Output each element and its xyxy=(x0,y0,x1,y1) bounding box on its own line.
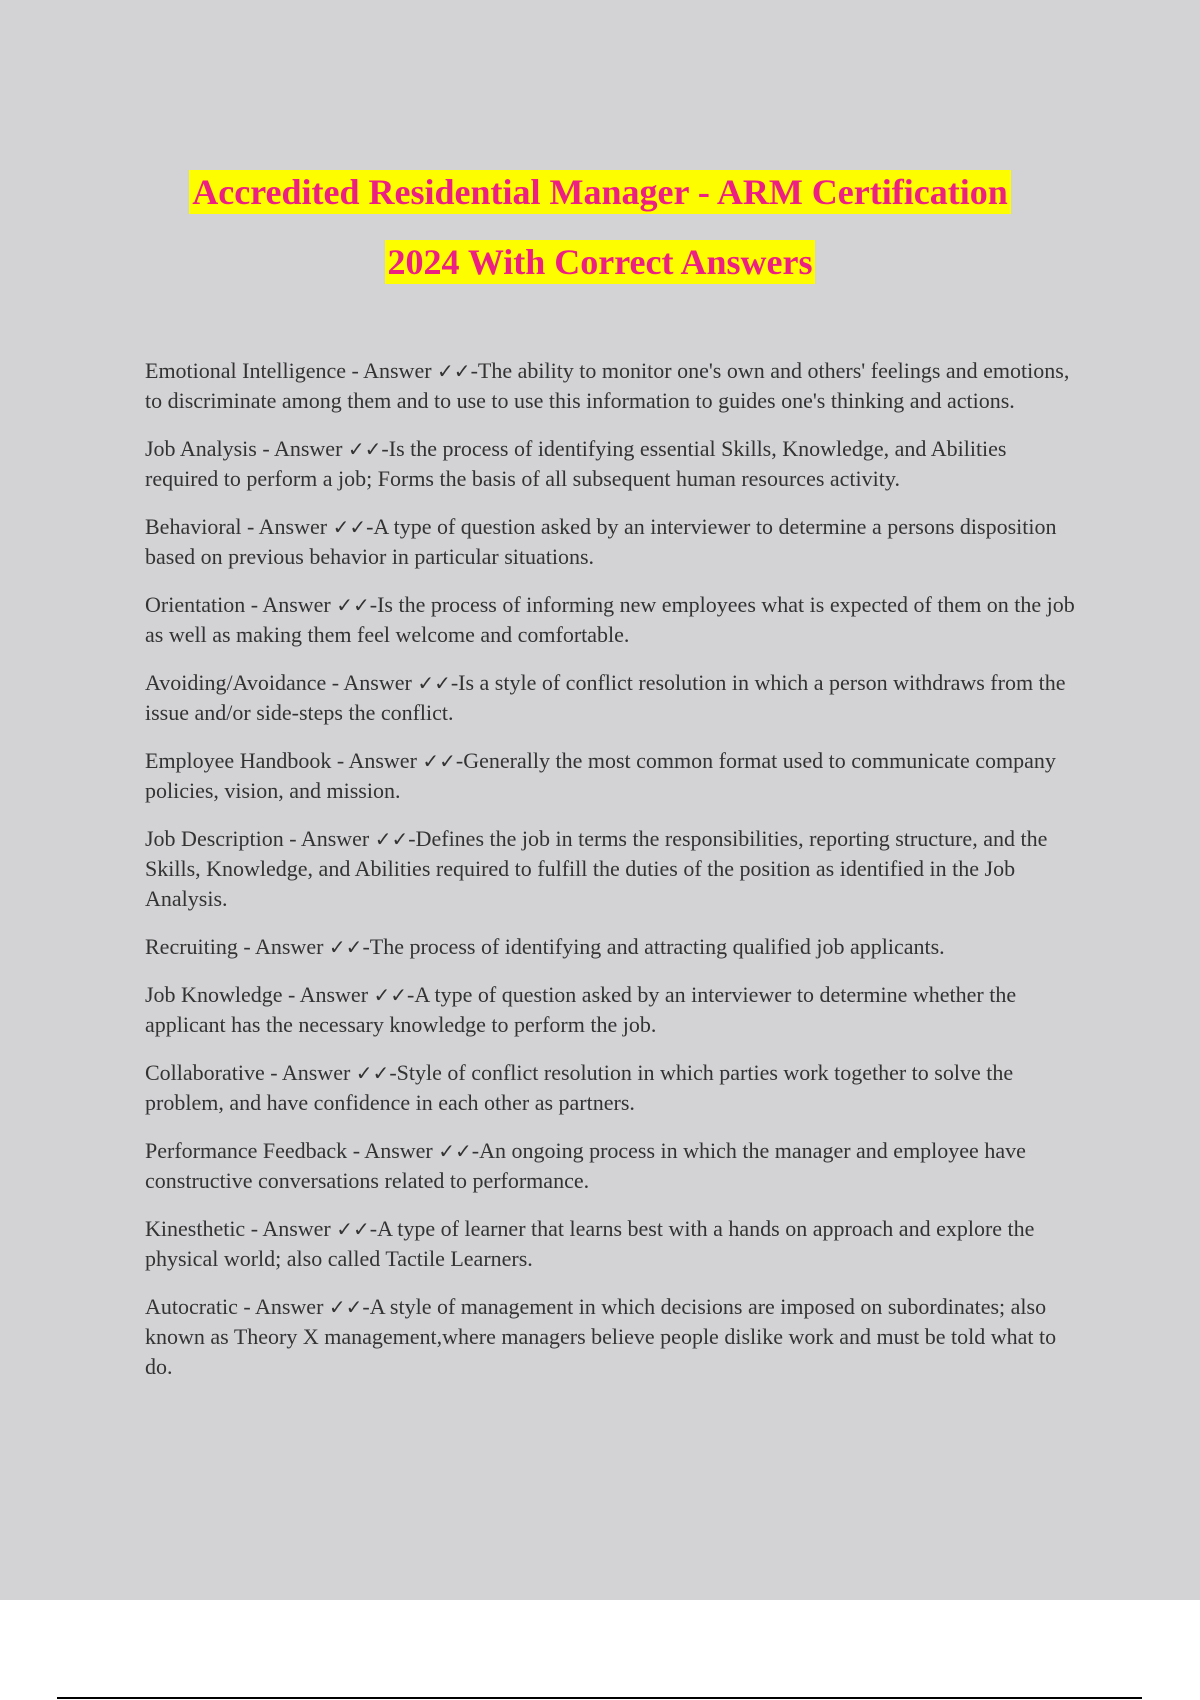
qa-separator: - Answer xyxy=(237,1294,329,1319)
qa-term: Job Analysis xyxy=(145,436,257,461)
qa-item xyxy=(145,356,1085,416)
qa-answer: -A type of question asked by an interviewer to determine whether the applicant has the necessary knowledge to perform the job. xyxy=(145,982,1017,1037)
qa-separator: - Answer xyxy=(237,934,329,959)
title-line-2: 2024 With Correct Answers xyxy=(385,240,816,284)
qa-item xyxy=(145,1292,1085,1382)
qa-separator: - Answer xyxy=(347,1138,439,1163)
check-icon: ✓✓ xyxy=(347,437,382,461)
qa-term: Behavioral xyxy=(145,514,242,539)
qa-term: Kinesthetic xyxy=(145,1216,246,1241)
check-icon: ✓✓ xyxy=(332,515,367,539)
qa-term: Job Description xyxy=(145,826,284,851)
qa-item xyxy=(145,1214,1085,1274)
qa-answer: -The process of identifying and attracting qualified job applicants. xyxy=(362,934,945,959)
check-icon: ✓✓ xyxy=(328,1295,363,1319)
qa-separator: - Answer xyxy=(256,436,348,461)
qa-item xyxy=(145,668,1085,728)
qa-item xyxy=(145,512,1085,572)
qa-separator: - Answer xyxy=(245,592,337,617)
check-icon: ✓✓ xyxy=(336,1217,370,1241)
qa-separator: - Answer xyxy=(346,358,438,383)
qa-term: Job Knowledge xyxy=(145,982,283,1007)
qa-item xyxy=(145,746,1085,806)
qa-item xyxy=(145,434,1085,494)
qa-item xyxy=(145,932,1085,962)
qa-answer: -Is the process of informing new employees what is expected of them on the job as well as making them feel welcome and comfortable. xyxy=(145,592,1075,647)
qa-answer: -An ongoing process in which the manager and employee have constructive conversations related to performance. xyxy=(145,1138,1026,1193)
check-icon: ✓✓ xyxy=(437,359,471,383)
qa-answer: -Is the process of identifying essential Skills, Knowledge, and Abilities required to perform a job; Forms the basis of all subsequent human resources activity. xyxy=(145,436,1007,491)
check-icon: ✓✓ xyxy=(374,827,409,851)
document-title xyxy=(0,170,1200,284)
qa-term: Avoiding/Avoidance xyxy=(145,670,327,695)
qa-answer: -A type of question asked by an interviewer to determine a persons disposition based on previous behavior in particular situations. xyxy=(145,514,1057,569)
qa-separator: - Answer xyxy=(241,514,333,539)
check-icon: ✓✓ xyxy=(417,671,451,695)
qa-term: Recruiting xyxy=(145,934,238,959)
qa-separator: - Answer xyxy=(326,670,418,695)
check-icon: ✓✓ xyxy=(373,983,408,1007)
qa-term: Performance Feedback xyxy=(145,1138,348,1163)
qa-separator: - Answer xyxy=(331,748,423,773)
qa-list xyxy=(145,356,1085,1400)
qa-separator: - Answer xyxy=(264,1060,356,1085)
qa-answer: -Defines the job in terms the responsibilities, reporting structure, and the Skills, Knowledge, and Abilities required to fulfill the duties of the position as identified in the Job Analysis. xyxy=(145,826,1048,911)
check-icon: ✓✓ xyxy=(355,1061,390,1085)
qa-answer: -A type of learner that learns best with a hands on approach and explore the physical world; also called Tactile Learners. xyxy=(145,1216,1035,1271)
qa-item xyxy=(145,590,1085,650)
qa-term: Collaborative xyxy=(145,1060,265,1085)
qa-term: Autocratic xyxy=(145,1294,238,1319)
qa-separator: - Answer xyxy=(283,826,375,851)
qa-answer: -Generally the most common format used to communicate company policies, vision, and mission. xyxy=(145,748,1056,803)
qa-answer: -The ability to monitor one's own and others' feelings and emotions, to discriminate among them and to use to use this information to guides one's thinking and actions. xyxy=(145,358,1070,413)
title-line-1: Accredited Residential Manager - ARM Certification xyxy=(189,170,1010,214)
check-icon: ✓✓ xyxy=(422,749,456,773)
qa-term: Emotional Intelligence xyxy=(145,358,346,383)
qa-answer: -Is a style of conflict resolution in which a person withdraws from the issue and/or side-steps the conflict. xyxy=(145,670,1066,725)
footer-divider xyxy=(57,1697,1142,1699)
check-icon: ✓✓ xyxy=(438,1139,472,1163)
qa-term: Orientation xyxy=(145,592,246,617)
qa-item xyxy=(145,1058,1085,1118)
qa-answer: -A style of management in which decisions are imposed on subordinates; also known as Theory X management,where managers believe people dislike work and must be told what to do. xyxy=(145,1294,1057,1379)
qa-item xyxy=(145,824,1085,914)
qa-answer: -Style of conflict resolution in which parties work together to solve the problem, and have confidence in each other as partners. xyxy=(145,1060,1014,1115)
check-icon: ✓✓ xyxy=(336,593,370,617)
qa-separator: - Answer xyxy=(245,1216,337,1241)
qa-separator: - Answer xyxy=(282,982,374,1007)
qa-item xyxy=(145,980,1085,1040)
check-icon: ✓✓ xyxy=(328,935,363,959)
qa-item xyxy=(145,1136,1085,1196)
qa-term: Employee Handbook xyxy=(145,748,332,773)
